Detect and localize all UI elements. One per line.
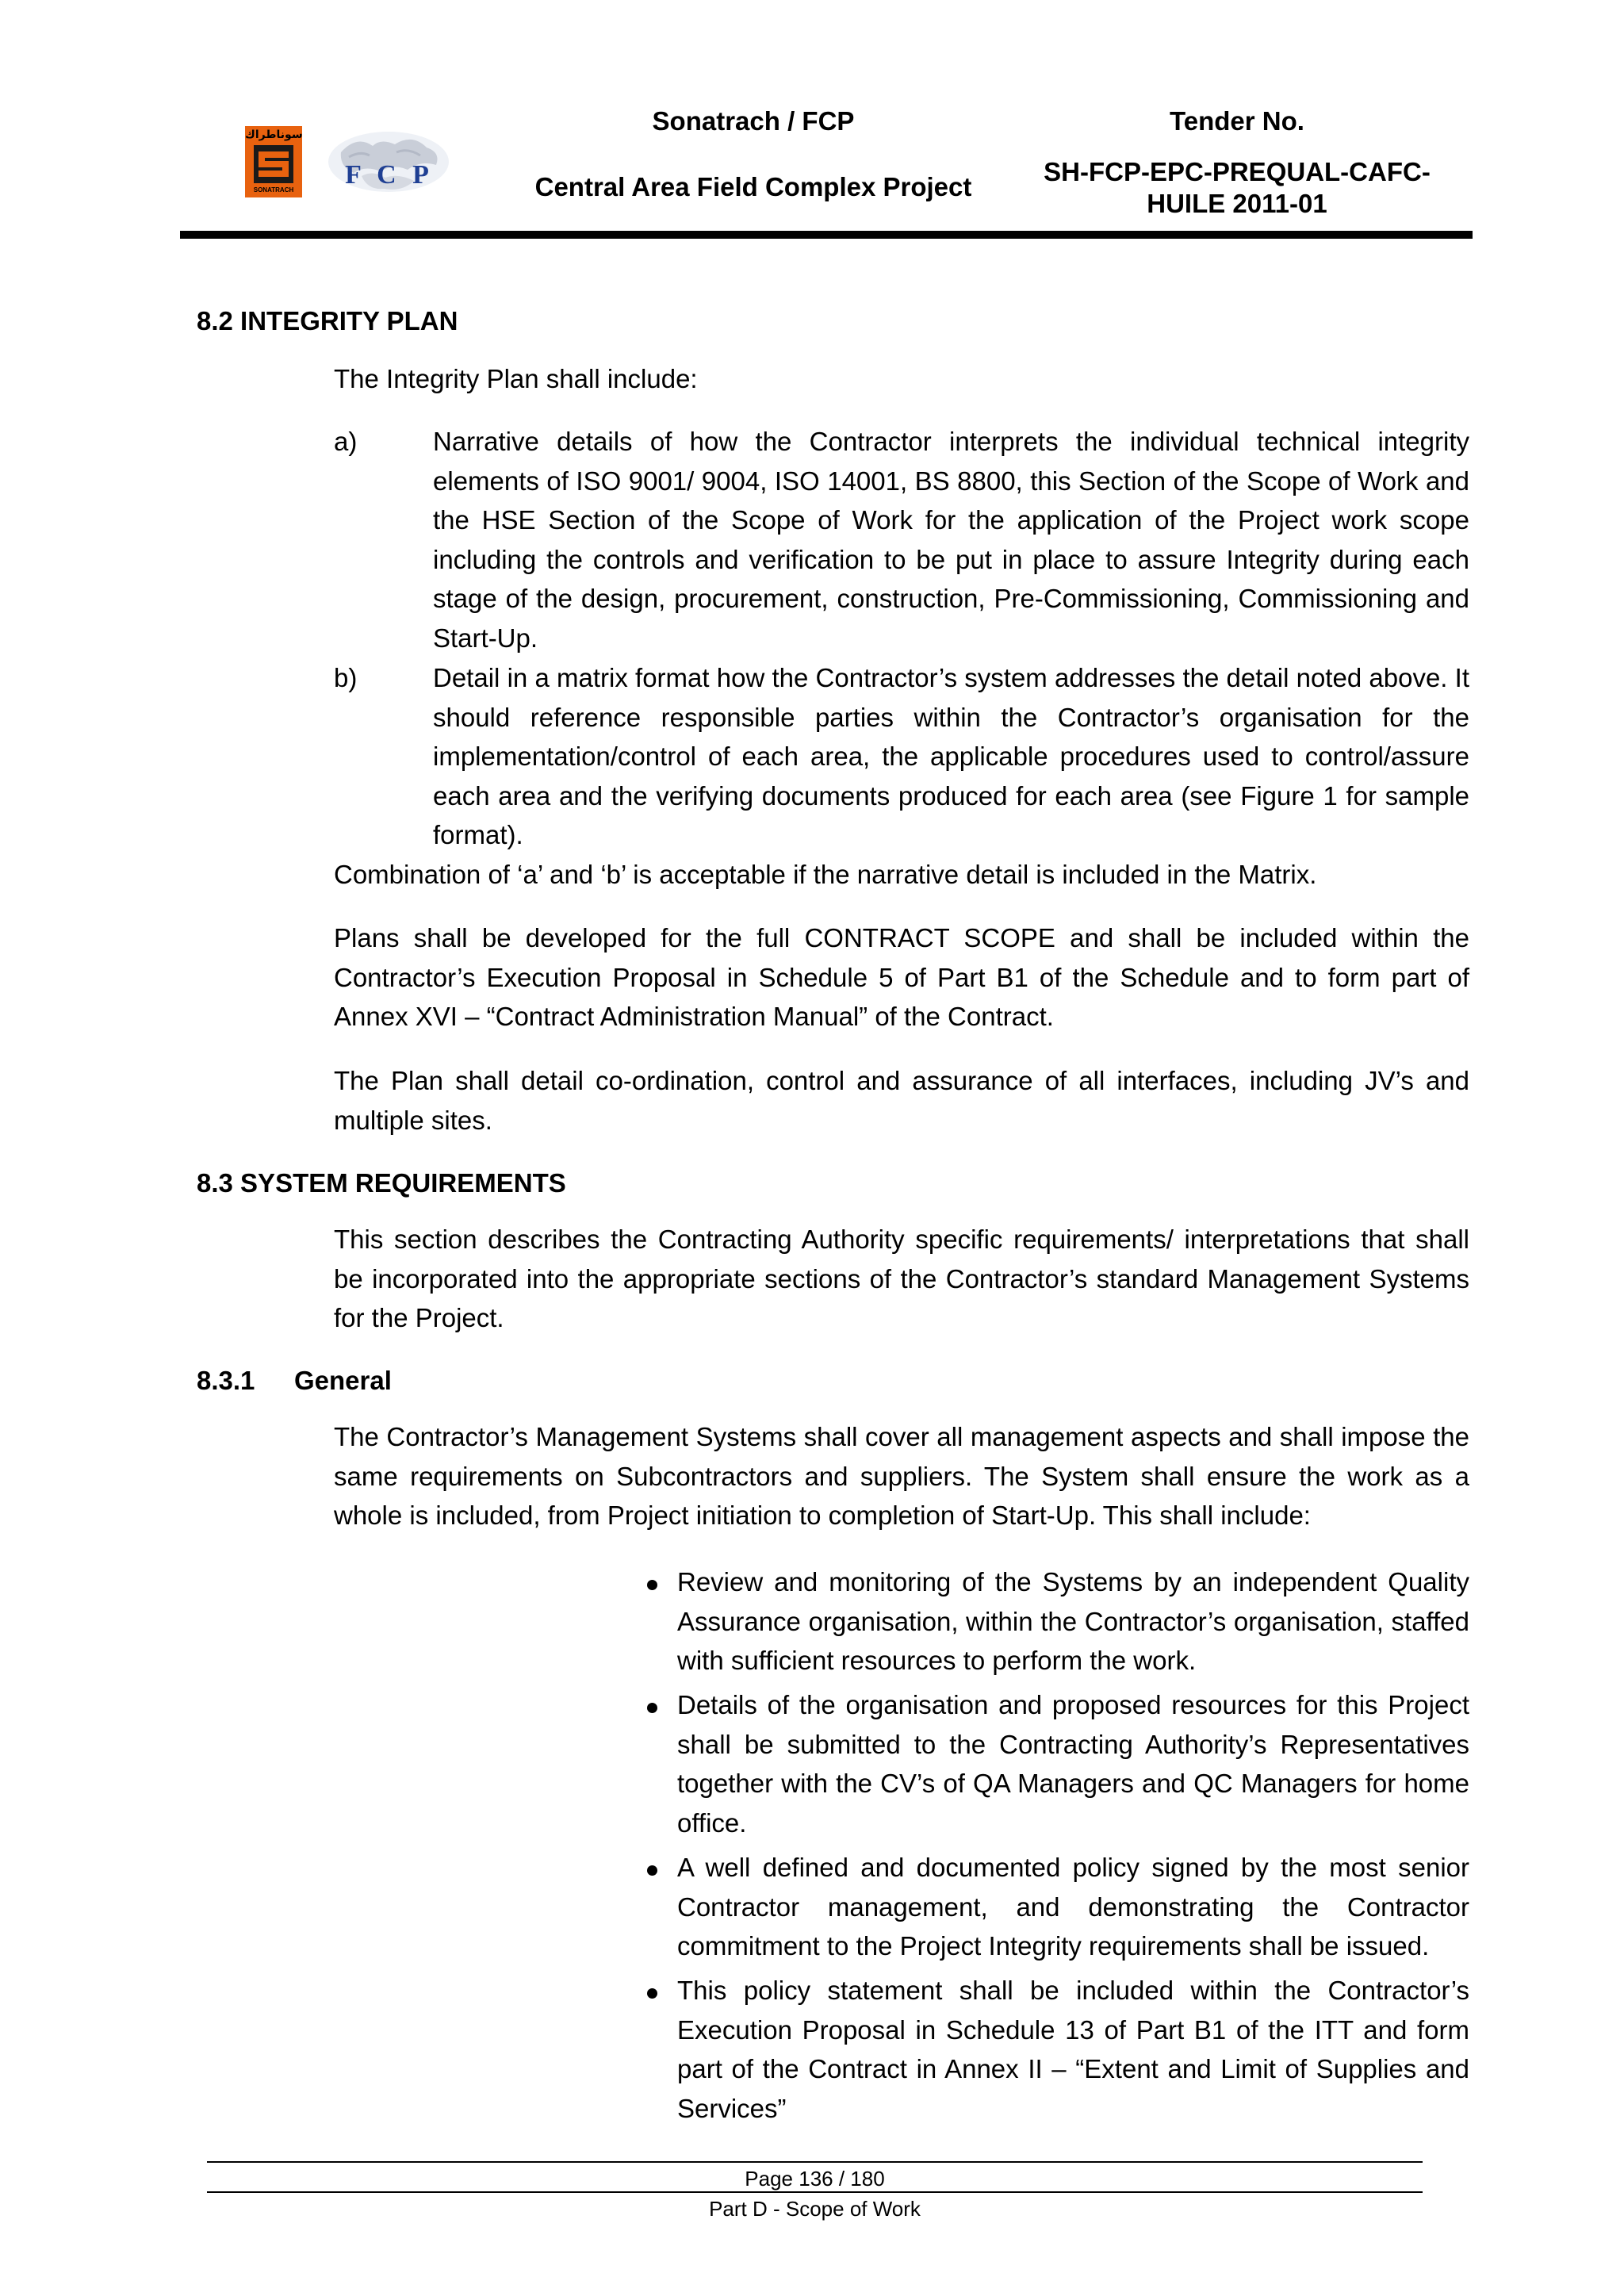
item-text-a: Narrative details of how the Contractor interprets the individual technical integrity elements of ISO 9001/ 9004, ISO 14001, BS 8800, this Section of the Scope of Work and the HSE Section of the Scope of Work for the application of the Project work scope including the controls and verification to be put in place to assure Integrity during each stage of the design, procurement, construction, Pre-Commissioning, Commissioning and Start-Up. [433,427,1469,653]
sonatrach-logo-caption: SONATRACH [253,186,294,194]
bullet-text-2: Details of the organisation and proposed resources for this Project shall be submitted to the Contracting Authority’s Representatives together with the CV’s of QA Managers and QC Managers for home office. [677,1690,1469,1838]
bullet-icon [647,1580,657,1590]
bullet-icon [647,1988,657,1999]
footer-rule-top [207,2161,1423,2163]
combination-note: Combination of ‘a’ and ‘b’ is acceptable if the narrative detail is included in the Matrix. [334,860,1317,889]
section-heading-8-2: 8.2 INTEGRITY PLAN [197,306,458,335]
integrity-plan-intro: The Integrity Plan shall include: [334,364,698,393]
section-title-general: General [294,1366,392,1395]
footer-page-number: Page 136 / 180 [745,2167,885,2191]
fcp-logo-text: F C P [345,160,434,190]
item-text-b: Detail in a matrix format how the Contractor’s system addresses the detail noted above. It should reference responsible parties within the Contractor’s organisation for the implementation/control of each area, the applicable procedures used to control/assure each area and the verifying documents produced for each area (see Figure 1 for sample format). [433,663,1469,849]
general-intro: The Contractor’s Management Systems shall cover all management aspects and shall impose the same requirements on Subcontractors and suppliers. The System shall ensure the work as a whole is included, from Project initiation to completion of Start-Up. This shall include: [334,1422,1469,1530]
system-requirements-intro: This section describes the Contracting Authority specific requirements/ interpretations that shall be incorporated into the appropriate sections of the Contractor’s standard Management Systems for the Project. [334,1225,1469,1332]
sonatrach-logo [245,126,302,197]
item-letter-b: b) [334,663,358,692]
interfaces-paragraph: The Plan shall detail co-ordination, control and assurance of all interfaces, including JV’s and multiple sites. [334,1066,1469,1135]
header-project-title: Central Area Field Complex Project [534,172,972,201]
footer-part-label: Part D - Scope of Work [709,2197,921,2221]
bullet-icon [647,1865,657,1876]
header-tender-label: Tender No. [1170,106,1304,136]
bullet-text-1: Review and monitoring of the Systems by an independent Quality Assurance organisation, within the Contractor’s organisation, staffed with sufficient resources to perform the work. [677,1567,1469,1675]
header-rule [180,231,1473,239]
header-tender-number-line2: HUILE 2011-01 [1147,189,1327,218]
header-tender-number-line1: SH-FCP-EPC-PREQUAL-CAFC- [1044,157,1431,186]
plans-paragraph: Plans shall be developed for the full CONTRACT SCOPE and shall be included within the Contractor’s Execution Proposal in Schedule 5 of Part B1 of the Schedule and to form part of Annex XVI – “Contract Administration Manual” of the Contract. [334,923,1469,1031]
sonatrach-emblem-icon [254,145,293,183]
item-letter-a: a) [334,427,358,456]
bullet-text-4: This policy statement shall be included within the Contractor’s Execution Proposal in Schedule 13 of Part B1 of the ITT and form part of the Contract in Annex II – “Extent and Limit of Supplies and Services” [677,1976,1469,2123]
bullet-text-3: A well defined and documented policy signed by the most senior Contractor management, and demonstrating the Contractor commitment to the Project Integrity requirements shall be issued. [677,1853,1469,1961]
section-number-8-3-1: 8.3.1 [197,1366,255,1395]
section-heading-8-3: 8.3 SYSTEM REQUIREMENTS [197,1168,566,1198]
header-org-title: Sonatrach / FCP [652,106,855,136]
bullet-icon [647,1703,657,1713]
fcp-logo [325,128,452,200]
sonatrach-logo-arabic: سوناطراك [245,128,303,141]
page-header [0,0,1624,238]
footer-rule-bottom [207,2191,1423,2193]
